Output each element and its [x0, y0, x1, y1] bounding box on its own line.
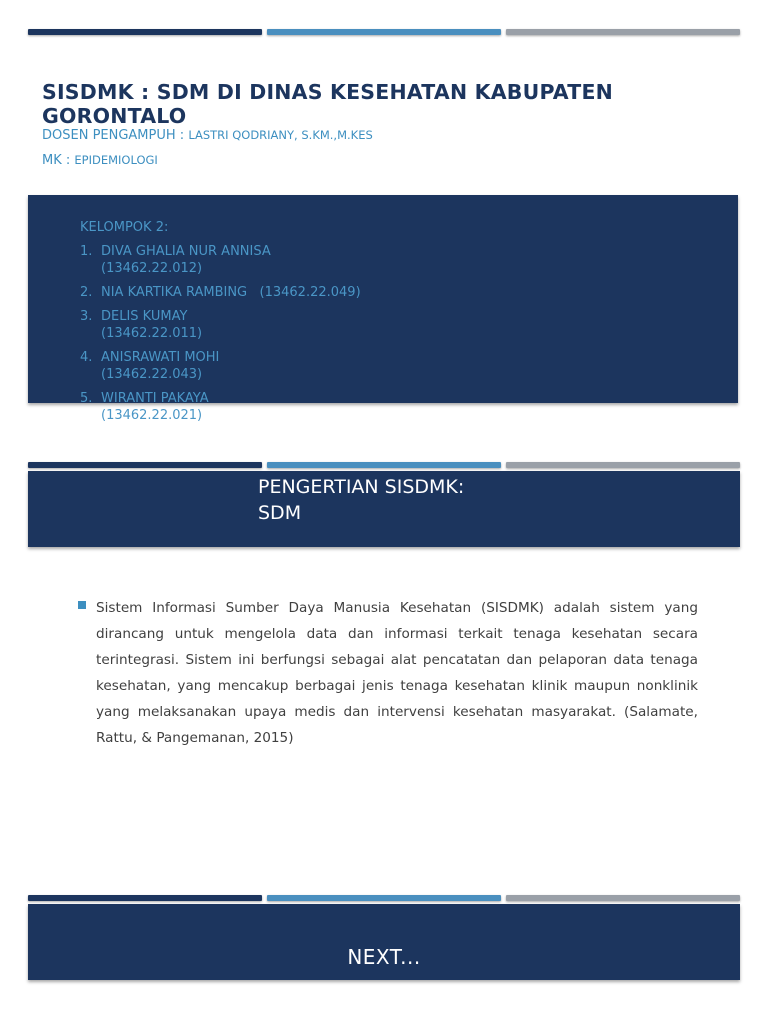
definition-text: Sistem Informasi Sumber Daya Manusia Kesehatan (SISDMK) adalah sistem yang dirancang untuk mengelola data dan informasi terkait tenaga kesehatan secara terintegrasi. Sistem ini berfungsi sebagai alat pencatatan dan pelaporan data tenaga kesehatan, yang mencakup berbagai jenis tenaga kesehatan klinik maupun nonklinik yang melaksanakan upaya medis dan intervensi kesehatan masyarakat. (Salamate, Rattu, & Pangemanan, 2015) — [96, 600, 698, 746]
member-nim: (13462.22.012) — [101, 261, 203, 276]
member-nim: (13462.22.011) — [101, 326, 203, 341]
member-name: DELIS KUMAY — [101, 309, 188, 324]
member-name: ANISRAWATI MOHI — [101, 350, 220, 365]
dosen-label: DOSEN PENGAMPUH : — [42, 128, 189, 143]
slide2-stripe-gray — [506, 462, 740, 468]
member-number: 2. — [80, 285, 93, 300]
slide3-stripe-gray — [506, 895, 740, 901]
group-list — [80, 219, 361, 431]
member-item — [80, 349, 361, 383]
group-label: KELOMPOK 2: — [80, 220, 169, 235]
header-stripe-blue — [267, 29, 501, 35]
definition-bullet — [78, 595, 698, 751]
section-title-line2: SDM — [258, 502, 302, 524]
header-stripe-gray — [506, 29, 740, 35]
dosen-line — [42, 128, 373, 143]
member-number: 5. — [80, 391, 93, 406]
member-name: DIVA GHALIA NUR ANNISA — [101, 244, 271, 259]
member-name: WIRANTI PAKAYA — [101, 391, 209, 406]
bullet-square-icon — [78, 601, 86, 609]
next-title: NEXT... — [347, 945, 421, 969]
mk-label: MK : — [42, 153, 75, 168]
member-item — [80, 243, 361, 277]
mk-line — [42, 153, 158, 168]
member-number: 3. — [80, 309, 93, 324]
member-item — [80, 308, 361, 342]
member-nim: (13462.22.043) — [101, 367, 203, 382]
slide-title: SISDMK : SDM DI DINAS KESEHATAN KABUPATEN GORONTALO — [42, 80, 614, 128]
member-number: 1. — [80, 244, 93, 259]
header-stripe-dark — [28, 29, 262, 35]
slide3-stripe-blue — [267, 895, 501, 901]
member-number: 4. — [80, 350, 93, 365]
slide2-stripe-blue — [267, 462, 501, 468]
slide2-stripe-dark — [28, 462, 262, 468]
section-title — [258, 474, 548, 526]
member-nim: (13462.22.049) — [259, 285, 361, 300]
slide3-stripe-dark — [28, 895, 262, 901]
dosen-value: LASTRI QODRIANY, S.KM.,M.KES — [188, 128, 373, 142]
member-item — [80, 284, 361, 301]
section-title-line1: PENGERTIAN SISDMK: — [258, 476, 465, 498]
member-item — [80, 390, 361, 424]
member-name: NIA KARTIKA RAMBING — [101, 285, 248, 300]
mk-value: EPIDEMIOLOGI — [74, 153, 158, 167]
member-nim: (13462.22.021) — [101, 408, 203, 423]
